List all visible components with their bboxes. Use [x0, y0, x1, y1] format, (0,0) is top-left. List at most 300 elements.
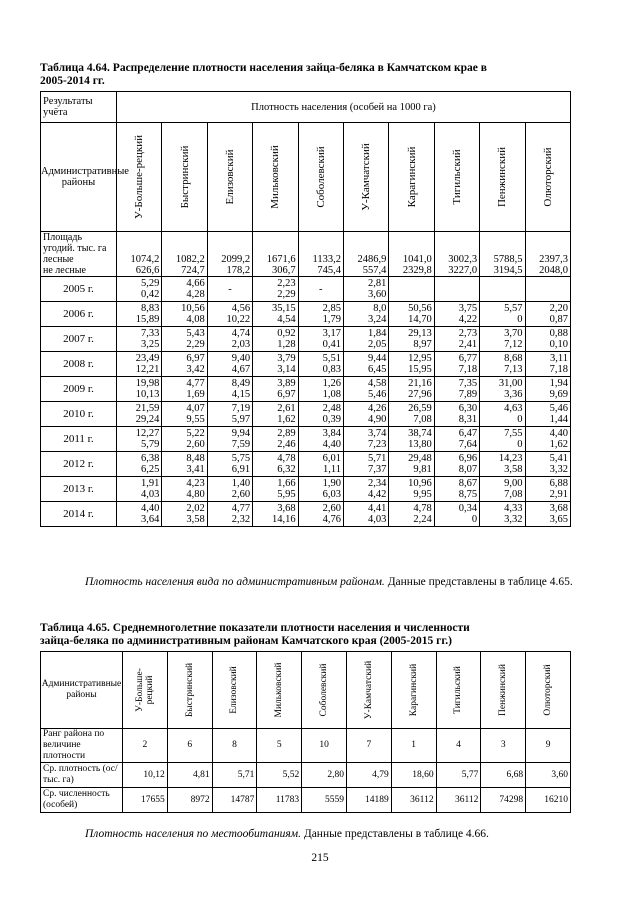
density-value-bottom: 1,79	[322, 314, 341, 325]
district-name: Олюторский	[543, 664, 554, 716]
density-value-top: 4,07	[186, 403, 205, 414]
density-value-top: 4,66	[186, 278, 205, 289]
stat-value-cell	[212, 788, 257, 813]
density-value-top: 2,61	[277, 403, 296, 414]
year-row	[41, 427, 571, 452]
density-value-bottom: 3,32	[504, 514, 523, 525]
stat-value-cell	[526, 763, 571, 788]
density-value-bottom: 2,46	[277, 439, 296, 450]
density-cell	[298, 277, 343, 302]
density-cell	[253, 452, 298, 477]
year-row	[41, 277, 571, 302]
density-cell	[480, 377, 525, 402]
density-value-top: 6,77	[458, 353, 478, 364]
district-header-row	[41, 652, 571, 729]
density-value-top: 1,90	[322, 478, 341, 489]
district-header-cell	[481, 652, 526, 729]
density-cell	[480, 277, 525, 302]
density-value-bottom: 2,05	[367, 339, 387, 350]
stat-value-cell	[257, 788, 302, 813]
density-value-top: 3,11	[549, 353, 568, 364]
density-value-bottom: 5,95	[277, 489, 296, 500]
density-value-bottom: 8,31	[458, 414, 478, 425]
density-value-bottom: 4,80	[186, 489, 205, 500]
district-name: Елизовский	[223, 149, 236, 205]
year-row	[41, 377, 571, 402]
density-value-bottom: 4,40	[322, 439, 341, 450]
density-value-top: 4,56	[231, 303, 251, 314]
area-forest-value: 1074,2	[130, 254, 160, 265]
density-cell	[343, 477, 388, 502]
district-header-cell	[212, 652, 257, 729]
year-label: 2014 г.	[63, 507, 94, 520]
year-cell	[41, 477, 117, 502]
density-value-bottom: 14,16	[271, 514, 296, 525]
stat-value: 14189	[365, 794, 389, 805]
density-value-bottom: 2,29	[277, 289, 296, 300]
stat-row	[41, 729, 571, 763]
district-header-cell	[525, 123, 570, 232]
density-cell	[253, 302, 298, 327]
density-cell	[480, 427, 525, 452]
density-value-bottom: 7,08	[413, 414, 432, 425]
year-cell	[41, 327, 117, 352]
density-cell	[253, 327, 298, 352]
density-value-top: 4,63	[504, 403, 523, 414]
density-value-bottom: 12,21	[135, 364, 160, 375]
density-cell	[253, 277, 298, 302]
density-value-top: 12,27	[135, 428, 160, 439]
density-value-bottom: 9,81	[413, 464, 432, 475]
stat-label: Ср. плотность (ос/тыс. га)	[43, 764, 118, 785]
district-header-cell	[123, 652, 168, 729]
area-forest-value: 2099,2	[221, 254, 251, 265]
district-name: Карагинский	[405, 146, 418, 208]
year-label: 2013 г.	[63, 482, 94, 495]
admin-header: Административные районы	[41, 166, 129, 188]
density-value-bottom: 4,03	[141, 489, 160, 500]
density-cell	[343, 277, 388, 302]
density-value-top: 8,49	[231, 378, 251, 389]
stat-row	[41, 763, 571, 788]
density-cell	[343, 327, 388, 352]
year-row	[41, 502, 571, 527]
density-cell	[525, 402, 570, 427]
density-cell	[207, 352, 252, 377]
density-value-bottom: 8,75	[458, 489, 478, 500]
year-label: 2006 г.	[63, 307, 94, 320]
caption-line: Таблица 4.65. Среднемноголетние показатели плотности населения и численности	[40, 622, 470, 634]
stat-value: 7	[366, 740, 372, 750]
stat-value-cell	[391, 788, 436, 813]
stat-value: 6,68	[506, 769, 524, 780]
paragraph-text: Данные представлены в таблице 4.65.	[384, 576, 573, 588]
density-value-top: 6,97	[186, 353, 205, 364]
stat-value: 11783	[275, 794, 300, 805]
stat-value-cell	[436, 729, 481, 763]
stat-value: 9	[545, 740, 551, 750]
stat-value: 16210	[544, 794, 568, 805]
year-label: 2009 г.	[63, 382, 94, 395]
table-4-65	[40, 651, 571, 813]
district-header-cell	[207, 123, 252, 232]
density-cell	[389, 402, 434, 427]
density-value-top: 21,16	[408, 378, 432, 389]
area-nonforest-value: 178,2	[226, 265, 251, 276]
area-cell	[117, 232, 162, 277]
density-value-bottom: 4,42	[367, 489, 387, 500]
stat-value-cell	[346, 763, 391, 788]
density-value-bottom: 7,23	[367, 439, 387, 450]
density-cell	[298, 327, 343, 352]
density-value-bottom: 14,70	[408, 314, 432, 325]
density-cell	[480, 502, 525, 527]
density-value-top: 2,20	[549, 303, 568, 314]
area-cell	[207, 232, 252, 277]
stat-label: Ср. численность (особей)	[43, 789, 110, 810]
district-name: Быстринский	[178, 145, 191, 209]
density-value-top: 8,68	[504, 353, 523, 364]
density-cell	[434, 352, 479, 377]
stat-value-cell	[212, 729, 257, 763]
stat-label: Ранг района по величине плотности	[43, 729, 105, 761]
density-value-top: 21,59	[135, 403, 160, 414]
table-4-65-caption	[40, 622, 600, 648]
density-cell	[343, 452, 388, 477]
density-cell	[525, 502, 570, 527]
density-value-bottom: 1,69	[186, 389, 205, 400]
density-cell	[162, 402, 207, 427]
density-value-bottom: 4,15	[231, 389, 251, 400]
stat-value-cell	[346, 788, 391, 813]
header-row	[41, 92, 571, 123]
year-cell	[41, 402, 117, 427]
density-value-top: 3,68	[277, 503, 296, 514]
stat-value-cell	[123, 788, 168, 813]
district-name: Мильковский	[274, 662, 285, 718]
density-value-bottom: 0,87	[549, 314, 568, 325]
density-cell	[525, 302, 570, 327]
year-label: 2010 г.	[63, 407, 94, 420]
density-value-bottom: 4,90	[367, 414, 387, 425]
area-label: Площадь угодий. тыс. га	[43, 232, 107, 254]
density-cell	[434, 327, 479, 352]
density-value-top: 5,75	[231, 453, 251, 464]
density-value-top: 2,89	[277, 428, 296, 439]
density-cell	[162, 427, 207, 452]
density-value-bottom: 1,11	[322, 464, 341, 475]
density-value-bottom: 4,03	[367, 514, 387, 525]
density-value-top: 50,56	[408, 303, 432, 314]
density-value-top: 14,23	[498, 453, 523, 464]
district-name: Олюторский	[541, 147, 554, 207]
stat-value-cell	[212, 763, 257, 788]
density-cell	[434, 377, 479, 402]
area-cell	[343, 232, 388, 277]
density-value-bottom: 5,79	[141, 439, 160, 450]
district-header-row	[41, 123, 571, 232]
density-value-bottom: 3,65	[549, 514, 568, 525]
stat-value: 6	[187, 740, 193, 750]
density-cell	[480, 477, 525, 502]
stat-value: 8	[232, 740, 237, 750]
density-value-top: 1,91	[141, 478, 160, 489]
density-value-bottom: 29,24	[135, 414, 160, 425]
stat-value: 1	[411, 740, 417, 750]
density-value-top: 2,73	[458, 328, 478, 339]
density-value-bottom: 3,36	[504, 389, 523, 400]
stat-value: 74298	[499, 794, 524, 805]
stat-value: 36112	[454, 794, 479, 805]
density-cell	[253, 377, 298, 402]
density-value-bottom: 0,41	[322, 339, 341, 350]
density-cell	[162, 352, 207, 377]
density-value-bottom: 4,08	[186, 314, 205, 325]
density-value-top: 8,0	[373, 303, 387, 314]
density-cell	[525, 427, 570, 452]
density-value-bottom: 4,76	[322, 514, 341, 525]
area-cell	[253, 232, 298, 277]
density-cell	[434, 302, 479, 327]
density-cell	[343, 302, 388, 327]
density-value-bottom: 1,44	[549, 414, 568, 425]
stat-value: 10,12	[143, 769, 165, 780]
district-name: Тигильский	[450, 149, 463, 205]
area-nonforest-value: 3194,5	[493, 265, 523, 276]
density-value-bottom: 2,41	[458, 339, 478, 350]
density-cell	[253, 427, 298, 452]
stat-value: 10	[319, 740, 329, 750]
density-cell	[389, 502, 434, 527]
density-cell	[343, 502, 388, 527]
density-value-top: 2,81	[367, 278, 387, 289]
district-header-cell	[436, 652, 481, 729]
density-value-bottom: 0	[471, 514, 478, 525]
density-value-bottom: 2,29	[186, 339, 205, 350]
density-value-top: 8,83	[141, 303, 160, 314]
density-cell	[480, 302, 525, 327]
area-forest-value: 1671,6	[266, 254, 296, 265]
density-value-bottom: 10,13	[135, 389, 160, 400]
district-header-cell	[253, 123, 298, 232]
district-header-cell	[162, 123, 207, 232]
year-row	[41, 352, 571, 377]
district-header-cell	[346, 652, 391, 729]
density-value-top: 7,19	[231, 403, 251, 414]
density-value-top: 19,98	[135, 378, 160, 389]
density-cell	[298, 352, 343, 377]
stat-value: 5,77	[461, 769, 479, 780]
density-cell	[298, 427, 343, 452]
density-value-top: 7,33	[141, 328, 160, 339]
stat-value-cell	[302, 788, 347, 813]
stat-value: 8972	[190, 794, 210, 805]
density-cell	[117, 377, 162, 402]
density-value-bottom: 7,64	[458, 439, 478, 450]
density-value-bottom: 6,91	[231, 464, 251, 475]
density-cell	[343, 427, 388, 452]
density-value-bottom: 5,46	[367, 389, 387, 400]
stat-value: 5,52	[282, 769, 300, 780]
density-value-bottom: 6,03	[322, 489, 341, 500]
density-value-top: 0,34	[458, 503, 478, 514]
district-name: Тигильский	[453, 666, 464, 714]
stat-value-cell	[167, 729, 212, 763]
density-value-bottom: 5,97	[231, 414, 251, 425]
area-forest-value: 2486,9	[357, 254, 387, 265]
density-cell	[480, 402, 525, 427]
density-value-top: 4,58	[367, 378, 387, 389]
area-nonforest-value: 2329,8	[402, 265, 432, 276]
density-cell	[434, 452, 479, 477]
density-value-bottom: 7,08	[504, 489, 523, 500]
density-cell	[117, 452, 162, 477]
density-value-top: 4,40	[549, 428, 568, 439]
year-cell	[41, 277, 117, 302]
area-forest-value: 2397,3	[539, 254, 568, 265]
area-nonforest-value: 745,4	[317, 265, 341, 276]
density-cell	[434, 277, 479, 302]
area-nonforest-value: 3227,0	[448, 265, 478, 276]
district-name: У-Камчатский	[360, 143, 373, 211]
density-value-top: 1,66	[277, 478, 296, 489]
stat-value-cell	[391, 729, 436, 763]
paragraph-density-by-habitat	[40, 826, 600, 842]
density-cell	[298, 377, 343, 402]
stat-value-cell	[526, 729, 571, 763]
density-value-bottom: 3,42	[186, 364, 205, 375]
district-header-cell	[298, 123, 343, 232]
density-value-top: 0,92	[277, 328, 296, 339]
density-cell	[253, 502, 298, 527]
admin-header-cell	[41, 123, 129, 232]
density-value-top: 6,38	[141, 453, 160, 464]
area-label-cell	[41, 232, 117, 277]
district-header-cell	[343, 123, 388, 232]
density-value-bottom: 9,55	[186, 414, 205, 425]
density-value-top: 6,01	[322, 453, 341, 464]
density-value-top: 6,30	[458, 403, 478, 414]
year-cell	[41, 427, 117, 452]
density-value-top: 5,29	[141, 278, 160, 289]
density-value-top: 3,70	[504, 328, 523, 339]
area-nonforest-value: 2048,0	[539, 265, 568, 276]
area-nonforest-value: 306,7	[271, 265, 296, 276]
density-value-top: 10,56	[181, 303, 205, 314]
density-value-bottom: 7,12	[504, 339, 523, 350]
year-label: 2012 г.	[63, 457, 94, 470]
density-value-top: 4,33	[504, 503, 523, 514]
paragraph-text: Данные представлены в таблице 4.66.	[300, 828, 489, 840]
density-cell	[162, 377, 207, 402]
density-cell	[298, 477, 343, 502]
year-cell	[41, 352, 117, 377]
stat-value-cell	[167, 788, 212, 813]
density-cell	[117, 277, 162, 302]
density-value-top: 3,84	[322, 428, 341, 439]
density-cell	[480, 327, 525, 352]
density-value-top: 1,84	[367, 328, 387, 339]
density-value-top: 9,40	[231, 353, 251, 364]
density-value-top: 7,55	[504, 428, 523, 439]
density-value-top: 2,02	[186, 503, 205, 514]
density-value-bottom: 3,24	[367, 314, 387, 325]
area-cell	[389, 232, 434, 277]
district-header-cell	[480, 123, 525, 232]
density-value-top: 9,00	[504, 478, 523, 489]
density-cell	[117, 302, 162, 327]
density-value-top: 5,43	[186, 328, 205, 339]
density-cell	[389, 477, 434, 502]
density-value-bottom: 3,58	[504, 464, 523, 475]
density-value-bottom: 0,42	[141, 289, 160, 300]
density-cell	[207, 427, 252, 452]
density-cell	[525, 477, 570, 502]
density-value-top: 10,96	[408, 478, 432, 489]
density-value-top: 6,88	[549, 478, 568, 489]
density-value-top: 9,44	[367, 353, 387, 364]
density-value-bottom: 8,07	[458, 464, 478, 475]
density-cell	[207, 377, 252, 402]
density-value-bottom: 1,08	[322, 389, 341, 400]
stat-value: 3	[500, 740, 506, 750]
density-value-bottom: 2,60	[186, 439, 205, 450]
density-value-bottom: 7,59	[231, 439, 251, 450]
density-value-top: 5,41	[549, 453, 568, 464]
area-cell	[434, 232, 479, 277]
density-value-top: 8,67	[458, 478, 478, 489]
stat-value-cell	[302, 763, 347, 788]
district-header-cell	[257, 652, 302, 729]
density-value-top: 4,77	[186, 378, 205, 389]
density-cell	[162, 502, 207, 527]
area-nonforest-value: 557,4	[362, 265, 387, 276]
year-label: 2005 г.	[63, 282, 94, 295]
stat-value: 36112	[410, 794, 434, 805]
density-cell	[207, 502, 252, 527]
year-row	[41, 302, 571, 327]
table-4-64-caption	[40, 62, 600, 88]
density-cell	[389, 327, 434, 352]
density-value-bottom: 9,95	[413, 489, 432, 500]
density-cell	[434, 402, 479, 427]
density-cell	[162, 277, 207, 302]
density-cell	[389, 352, 434, 377]
table-4-64	[40, 91, 571, 527]
density-cell	[162, 452, 207, 477]
area-cell	[525, 232, 570, 277]
district-name: Пенжинский	[496, 146, 509, 208]
admin-header-cell	[41, 652, 123, 729]
stat-value-cell	[123, 763, 168, 788]
district-header-cell	[117, 123, 162, 232]
district-header-cell	[389, 123, 434, 232]
density-value-bottom: 1,62	[277, 414, 296, 425]
year-cell	[41, 302, 117, 327]
stat-value: 4,79	[372, 769, 389, 780]
density-cell	[162, 327, 207, 352]
density-cell	[525, 452, 570, 477]
stat-value: 4	[456, 740, 461, 750]
density-cell	[298, 402, 343, 427]
corner-header-cell	[41, 92, 117, 123]
density-value-bottom: 6,25	[141, 464, 160, 475]
stat-value: 5	[276, 740, 282, 750]
stat-value: 17655	[141, 794, 165, 805]
density-cell	[343, 377, 388, 402]
density-value-top: 3,68	[549, 503, 568, 514]
density-value-bottom: 4,22	[458, 314, 478, 325]
